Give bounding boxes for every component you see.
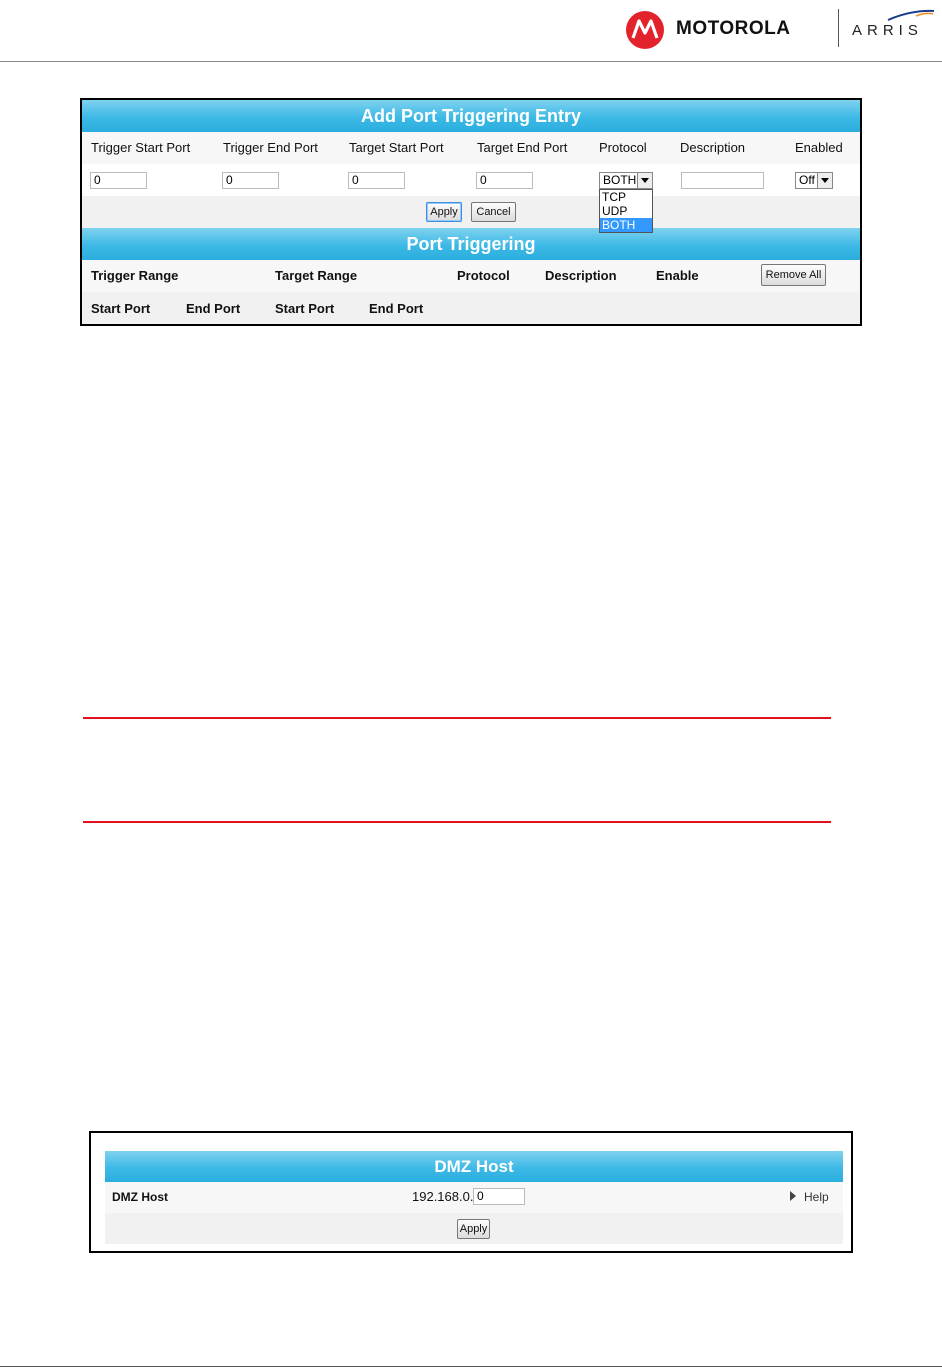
col-trigger-end-port: Trigger End Port xyxy=(223,140,318,155)
header-target-range: Target Range xyxy=(275,268,358,283)
col-protocol: Protocol xyxy=(599,140,647,155)
remove-all-button[interactable]: Remove All xyxy=(761,264,826,286)
trigger-start-port-input[interactable]: 0 xyxy=(90,172,147,189)
enabled-select-value: Off xyxy=(799,173,815,187)
protocol-option-udp[interactable]: UDP xyxy=(602,204,628,218)
protocol-option-tcp[interactable]: TCP xyxy=(602,190,626,204)
header-trigger-range: Trigger Range xyxy=(91,268,179,283)
red-rule-bottom xyxy=(83,821,831,823)
col-description: Description xyxy=(680,140,746,155)
description-input[interactable] xyxy=(681,172,764,189)
enabled-select[interactable] xyxy=(795,172,833,189)
chevron-down-icon[interactable] xyxy=(637,173,652,188)
protocol-dropdown-list xyxy=(599,189,653,233)
dmz-host-label: DMZ Host xyxy=(112,1190,168,1204)
arris-swoosh-icon xyxy=(886,8,936,22)
subheader-target-end-port: End Port xyxy=(369,301,424,316)
subheader-target-start-port: Start Port xyxy=(275,301,335,316)
port-triggering-banner xyxy=(82,228,860,260)
dmz-host-panel xyxy=(89,1131,853,1253)
port-triggering-panel xyxy=(80,98,862,326)
footer-divider xyxy=(0,1366,942,1367)
dmz-ip-prefix: 192.168.0. xyxy=(412,1189,474,1204)
dmz-host-banner xyxy=(105,1151,843,1182)
red-rule-top xyxy=(83,717,831,719)
motorola-logo-icon xyxy=(626,11,664,49)
add-entry-title: Add Port Triggering Entry xyxy=(360,106,581,126)
dmz-apply-button[interactable]: Apply xyxy=(457,1219,490,1239)
apply-button[interactable]: Apply xyxy=(426,202,462,222)
header-description: Description xyxy=(545,268,617,283)
cancel-button[interactable]: Cancel xyxy=(471,202,516,222)
header-protocol: Protocol xyxy=(457,268,510,283)
col-trigger-start-port: Trigger Start Port xyxy=(91,140,191,155)
target-end-port-input[interactable]: 0 xyxy=(476,172,533,189)
header-divider xyxy=(0,61,942,62)
col-enabled: Enabled xyxy=(795,140,843,155)
col-target-start-port: Target Start Port xyxy=(349,140,444,155)
dmz-ip-input[interactable]: 0 xyxy=(473,1188,525,1205)
port-triggering-title: Port Triggering xyxy=(406,234,536,254)
col-target-end-port: Target End Port xyxy=(477,140,568,155)
arris-wordmark: ARRIS xyxy=(852,22,923,39)
subheader-trigger-end-port: End Port xyxy=(186,301,241,316)
motorola-wordmark: MOTOROLA xyxy=(676,18,791,39)
help-link[interactable]: Help xyxy=(804,1190,829,1204)
protocol-option-both[interactable]: BOTH xyxy=(600,218,652,232)
protocol-select-value: BOTH xyxy=(603,173,637,187)
help-arrow-icon[interactable] xyxy=(790,1191,796,1201)
protocol-select[interactable] xyxy=(599,172,653,189)
logo-divider xyxy=(838,9,839,47)
dmz-host-title: DMZ Host xyxy=(434,1157,514,1176)
add-entry-banner xyxy=(82,100,860,132)
header-enable: Enable xyxy=(656,268,699,283)
target-start-port-input[interactable]: 0 xyxy=(348,172,405,189)
trigger-end-port-input[interactable]: 0 xyxy=(222,172,279,189)
chevron-down-icon[interactable] xyxy=(817,173,832,188)
subheader-trigger-start-port: Start Port xyxy=(91,301,151,316)
